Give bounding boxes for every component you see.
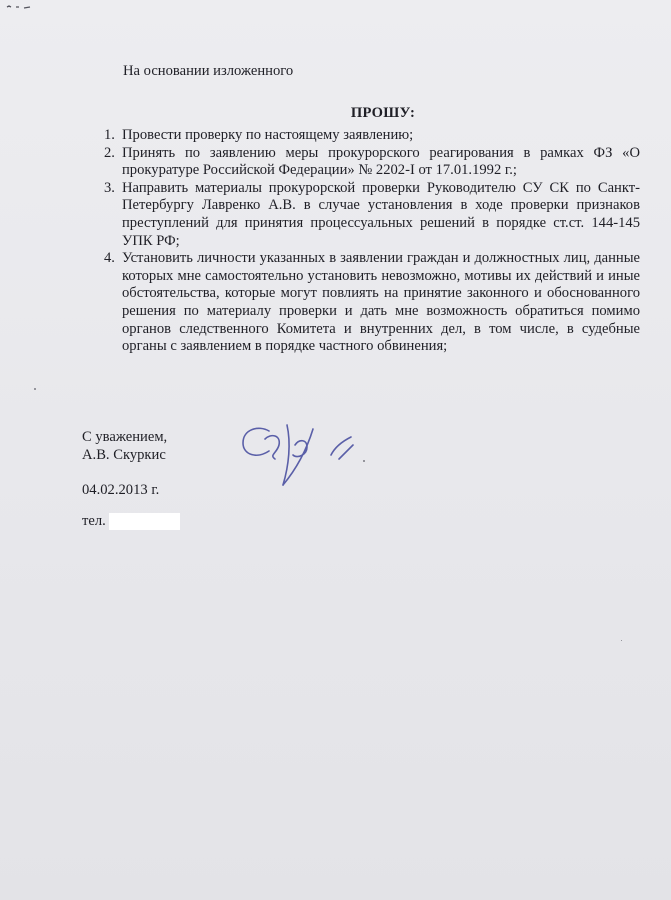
request-list	[104, 127, 640, 356]
request-number: 2.	[104, 144, 115, 161]
phone-redaction	[109, 513, 180, 530]
request-text: Провести проверку по настоящему заявлению;	[122, 127, 414, 143]
request-item	[104, 180, 640, 250]
request-heading: ПРОШУ:	[350, 105, 416, 121]
closing-block	[82, 428, 167, 464]
scan-artifact-mark	[6, 4, 32, 10]
scan-speck	[363, 460, 365, 462]
request-text: Установить личности указанных в заявлении граждан и должностных лиц, данные которых мне самостоятельно установить невозможно, мотивы их действий и иные обстоятельства, которые могут повлиять на принятие законного и обоснованного решения по материалу проверки и дать мне возможность обратиться помимо органов следственного Комитета и внутренних дел, в том числе, в судебные органы с заявлением в порядке частного обвинения;	[122, 250, 640, 355]
request-text: Принять по заявлению меры прокурорского реагирования в рамках ФЗ «О прокуратуре Российской Федерации» № 2202-I от 17.01.1992 г.;	[122, 144, 640, 179]
signatory-name: А.В. Скуркис	[82, 447, 166, 463]
closing-phrase: С уважением,	[82, 429, 168, 445]
request-item	[104, 250, 640, 356]
scan-speck	[621, 640, 622, 641]
request-number: 4.	[104, 250, 115, 267]
intro-line: На основании изложенного	[123, 63, 294, 79]
request-item	[104, 127, 640, 145]
request-item	[104, 145, 640, 180]
request-number: 3.	[104, 179, 115, 196]
phone-label: тел.	[82, 513, 106, 529]
request-text: Направить материалы прокурорской проверки Руководителю СУ СК по Санкт-Петербургу Лавренко А.В. в случае установления в ходе проверки признаков преступлений для принятия процессуальных решений в порядке ст.ст. 144-145 УПК РФ;	[122, 179, 640, 249]
signature-icon	[235, 415, 370, 495]
document-date: 04.02.2013 г.	[82, 482, 160, 498]
scan-speck	[34, 388, 36, 390]
request-number: 1.	[104, 127, 115, 143]
